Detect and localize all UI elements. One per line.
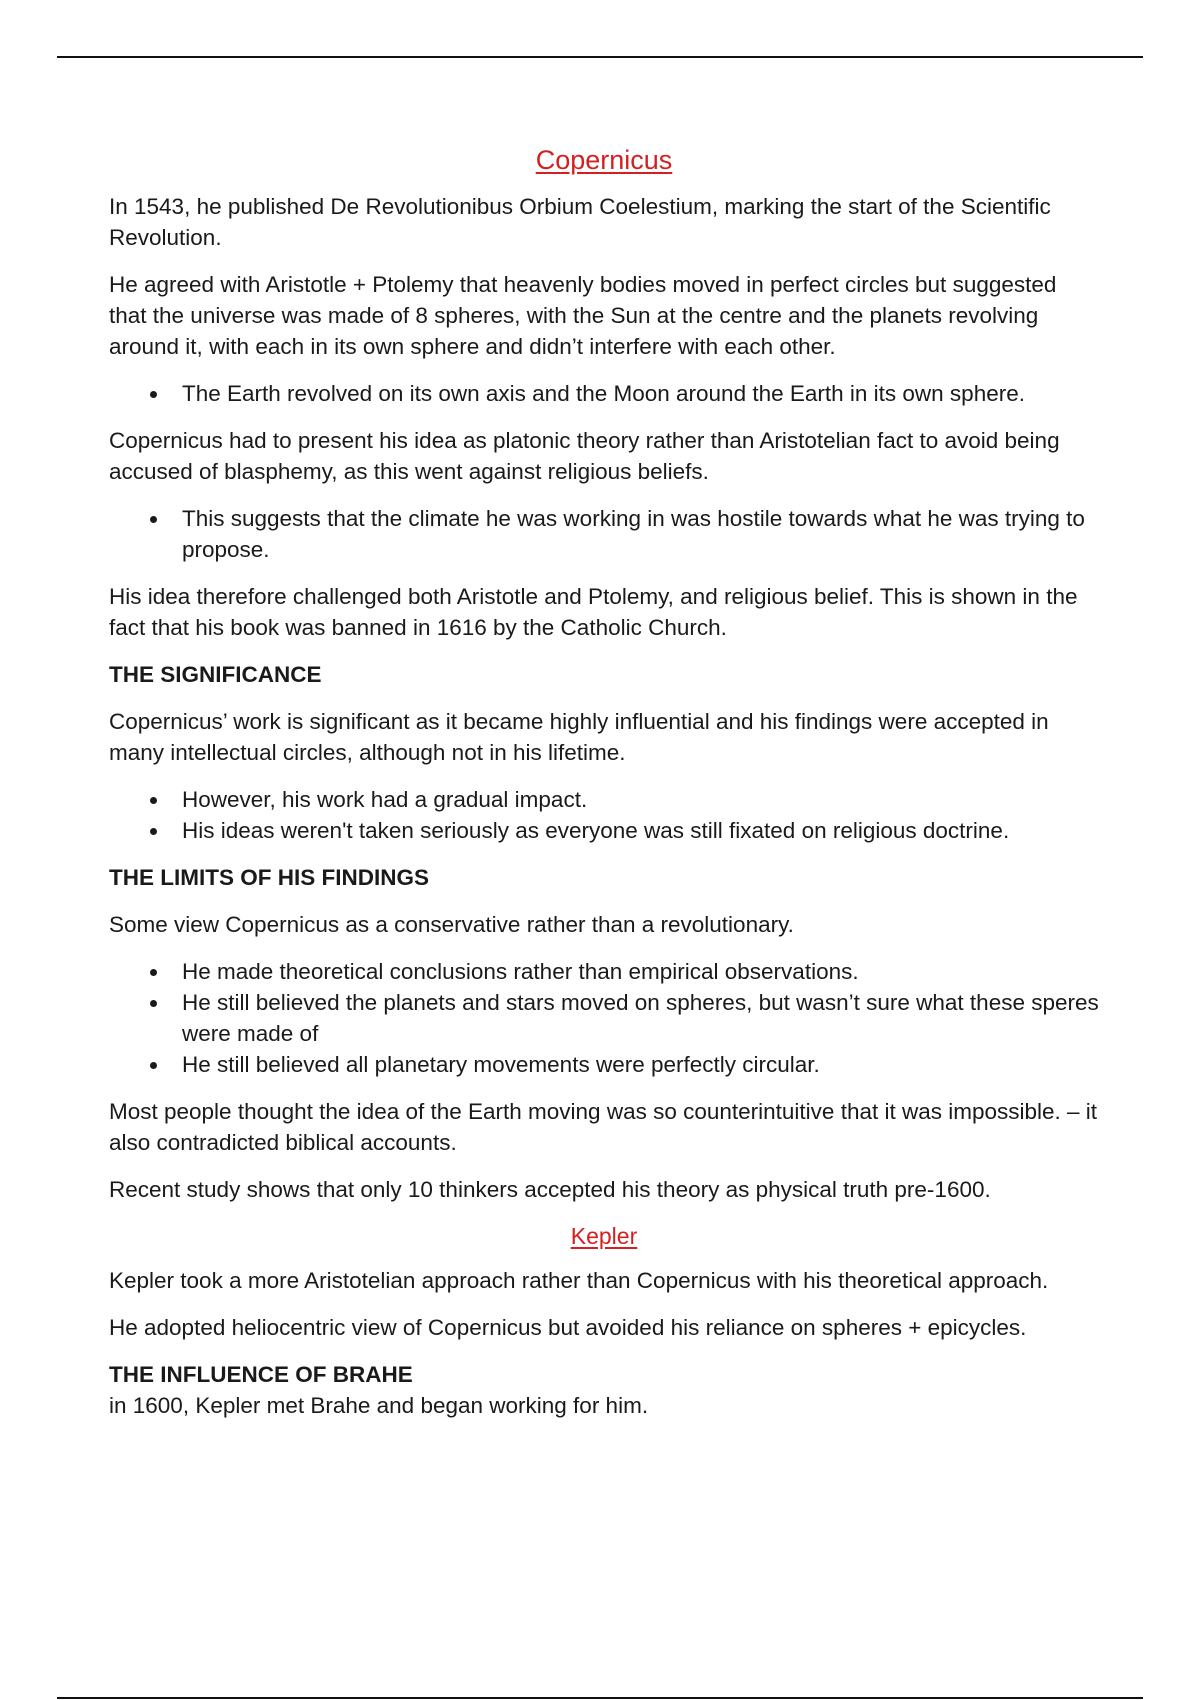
paragraph-challenge: His idea therefore challenged both Aristotle and Ptolemy, and religious belief. This is shown in the fact that his book was banned in 1616 by the Catholic Church. [109,584,1078,640]
list-item: The Earth revolved on its own axis and the Moon around the Earth in its own sphere. [109,378,1099,409]
paragraph-conservative: Some view Copernicus as a conservative rather than a revolutionary. [109,912,794,937]
bullet-list-earth [109,378,1099,409]
bullet-list-climate [109,503,1099,565]
list-item: He still believed the planets and stars moved on spheres, but wasn’t sure what these speres were made of [109,987,1099,1049]
paragraph-kepler-approach: Kepler took a more Aristotelian approach rather than Copernicus with his theoretical approach. [109,1268,1049,1293]
paragraph-spheres: He agreed with Aristotle + Ptolemy that heavenly bodies moved in perfect circles but suggested that the universe was made of 8 spheres, with the Sun at the centre and the planets revolving around it, with each in its own sphere and didn’t interfere with each other. [109,272,1057,359]
list-item: He made theoretical conclusions rather than empirical observations. [109,956,1099,987]
list-item: He still believed all planetary movements were perfectly circular. [109,1049,1099,1080]
list-item: This suggests that the climate he was working in was hostile towards what he was trying to propose. [109,503,1099,565]
list-item: His ideas weren't taken seriously as everyone was still fixated on religious doctrine. [109,815,1099,846]
bottom-rule [57,1697,1143,1699]
top-rule [57,56,1143,58]
list-item: However, his work had a gradual impact. [109,784,1099,815]
document-body [109,142,1099,1437]
paragraph-platonic-theory: Copernicus had to present his idea as platonic theory rather than Aristotelian fact to avoid being accused of blasphemy, as this went against religious beliefs. [109,428,1060,484]
brahe-heading: THE INFLUENCE OF BRAHE [109,1362,413,1387]
paragraph-counterintuitive: Most people thought the idea of the Earth moving was so counterintuitive that it was impossible. – it also contradicted biblical accounts. [109,1099,1098,1155]
copernicus-heading: Copernicus [535,145,673,175]
limits-heading: THE LIMITS OF HIS FINDINGS [109,865,429,890]
kepler-heading: Kepler [570,1223,638,1249]
paragraph-recent-study: Recent study shows that only 10 thinkers accepted his theory as physical truth pre-1600. [109,1177,991,1202]
paragraph-publication: In 1543, he published De Revolutionibus Orbium Coelestium, marking the start of the Scientific Revolution. [109,194,1051,250]
significance-heading: THE SIGNIFICANCE [109,662,322,687]
paragraph-heliocentric: He adopted heliocentric view of Copernicus but avoided his reliance on spheres + epicycles. [109,1315,1027,1340]
paragraph-significance: Copernicus’ work is significant as it became highly influential and his findings were accepted in many intellectual circles, although not in his lifetime. [109,709,1049,765]
paragraph-brahe: in 1600, Kepler met Brahe and began working for him. [109,1393,649,1418]
bullet-list-significance [109,784,1099,846]
bullet-list-limits [109,956,1099,1080]
